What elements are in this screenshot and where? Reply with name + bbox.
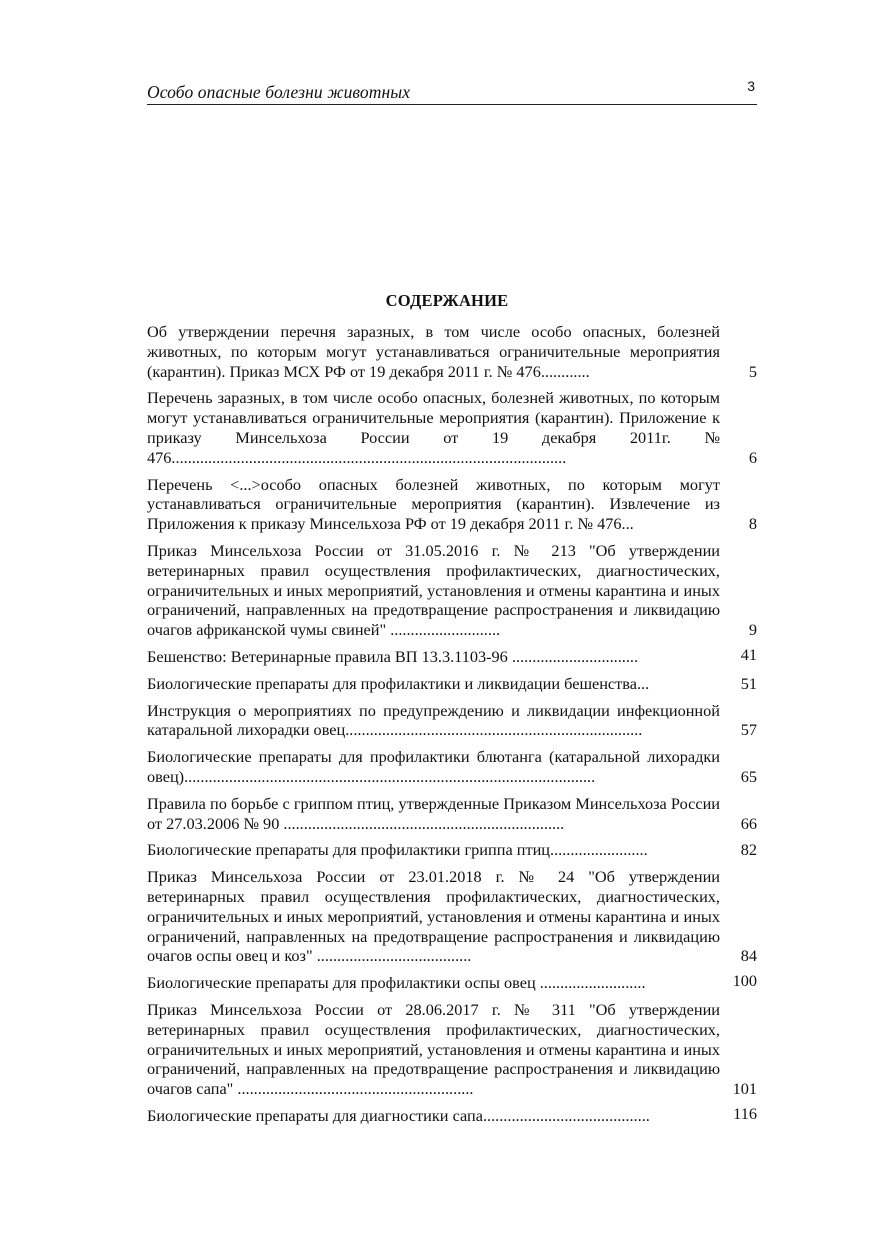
running-header-title: Особо опасные болезни животных	[147, 82, 411, 102]
toc-entry[interactable]	[147, 644, 757, 667]
toc-entry-title: Биологические препараты для профилактики и ликвидации бешенства...	[147, 673, 650, 693]
toc-entry-title: Перечень <...>особо опасных болезней животных, по которым могут устанавливаться ограничительные мероприятия (карантин). Извлечение из Приложения к приказу Минсельхоза РФ от 19 декабря 2011 г. № 476...	[147, 474, 720, 534]
toc-entry-title: Биологические препараты для профилактики гриппа птиц........................	[147, 840, 648, 860]
toc-entry-title: Бешенство: Ветеринарные правила ВП 13.3.1103-96 ...............................	[147, 646, 639, 666]
toc-entry[interactable]	[147, 388, 757, 467]
toc-entry[interactable]	[147, 747, 757, 787]
toc-entry-page: 66	[740, 813, 757, 833]
toc-entry[interactable]	[147, 973, 757, 993]
toc-entry[interactable]	[147, 475, 757, 534]
toc-entry-title: Приказ Минсельхоза России от 28.06.2017 г. № 311 "Об утверждении ветеринарных правил осуществления профилактических, диагностических, ограничительных и иных мероприятий, установления и отмены карантина и иных ограничений, направленных на предотвращение распространения и ликвидацию очагов сапа" ..........................................................	[147, 999, 720, 1099]
toc-entry-title: Правила по борьбе с гриппом птиц, утвержденные Приказом Минсельхоза России от 27.03.2006 № 90 .....................................................................	[147, 793, 720, 833]
toc-entry-page: 65	[740, 766, 757, 786]
toc-entry[interactable]	[147, 322, 757, 381]
toc-entry-title: Биологические препараты для диагностики сапа.........................................	[147, 1105, 650, 1125]
toc-entry-page: 51	[740, 673, 757, 693]
toc-entry-title: Перечень заразных, в том числе особо опасных, болезней животных, по которым могут устанавливаться ограничительные мероприятия (карантин). Приложение к приказу Минсельхоза России от 19 декабря 2011г. № 476.................................................................................................	[147, 388, 720, 467]
toc-entry-title: Приказ Минсельхоза России от 23.01.2018 г. № 24 "Об утверждении ветеринарных правил осуществления профилактических, диагностических, ограничительных и иных мероприятий, установления и отмены карантина и иных ограничений, направленных на предотвращение распространения и ликвидацию очагов оспы овец и коз" ......................................	[147, 867, 720, 966]
toc-entry-page: 116	[733, 1103, 757, 1123]
toc-entry-title: Биологические препараты для профилактики блютанга (катаральной лихорадки овец).....................................................................................................	[147, 747, 720, 786]
toc-entry-page: 41	[740, 644, 757, 664]
toc-entry-page: 84	[740, 946, 757, 966]
toc-entry-title: Приказ Минсельхоза России от 31.05.2016 г. № 213 "Об утверждении ветеринарных правил осуществления профилактических, диагностических, ограничительных и иных мероприятий, установления и отмены карантина и иных ограничений, направленных на предотвращение распространения и ликвидацию очагов африканской чумы свиней" ...........................	[147, 540, 720, 640]
toc-entry[interactable]	[147, 674, 757, 694]
toc-entry-page: 6	[748, 447, 757, 467]
toc-entry[interactable]	[147, 1000, 757, 1099]
toc-entry-page: 101	[732, 1079, 757, 1099]
toc-entry-page: 8	[748, 514, 757, 534]
toc-entry-title: Об утверждении перечня заразных, в том числе особо опасных, болезней животных, по которым могут устанавливаться ограничительные мероприятия (карантин). Приказ МСХ РФ от 19 декабря 2011 г. № 476............	[147, 322, 720, 381]
toc-entry-title: Биологические препараты для профилактики оспы овец ..........................	[147, 973, 646, 993]
toc-entry[interactable]	[147, 1103, 757, 1126]
page-number: 3	[747, 78, 755, 94]
running-header	[147, 78, 757, 105]
toc-entry[interactable]	[147, 541, 757, 640]
toc-entry[interactable]	[147, 701, 757, 741]
toc-entry-page: 9	[748, 620, 757, 640]
table-of-contents	[147, 322, 757, 1133]
toc-entry-title: Инструкция о мероприятиях по предупреждению и ликвидации инфекционной катаральной лихорадки овец.........................................................................	[147, 700, 720, 740]
toc-entry[interactable]	[147, 867, 757, 966]
toc-heading: СОДЕРЖАНИЕ	[385, 291, 509, 310]
toc-entry-page: 82	[740, 840, 757, 860]
toc-entry[interactable]	[147, 794, 757, 834]
toc-entry[interactable]	[147, 840, 757, 860]
toc-entry-page: 57	[740, 720, 757, 740]
toc-entry-page: 100	[732, 971, 757, 991]
toc-entry-page: 5	[748, 361, 757, 381]
